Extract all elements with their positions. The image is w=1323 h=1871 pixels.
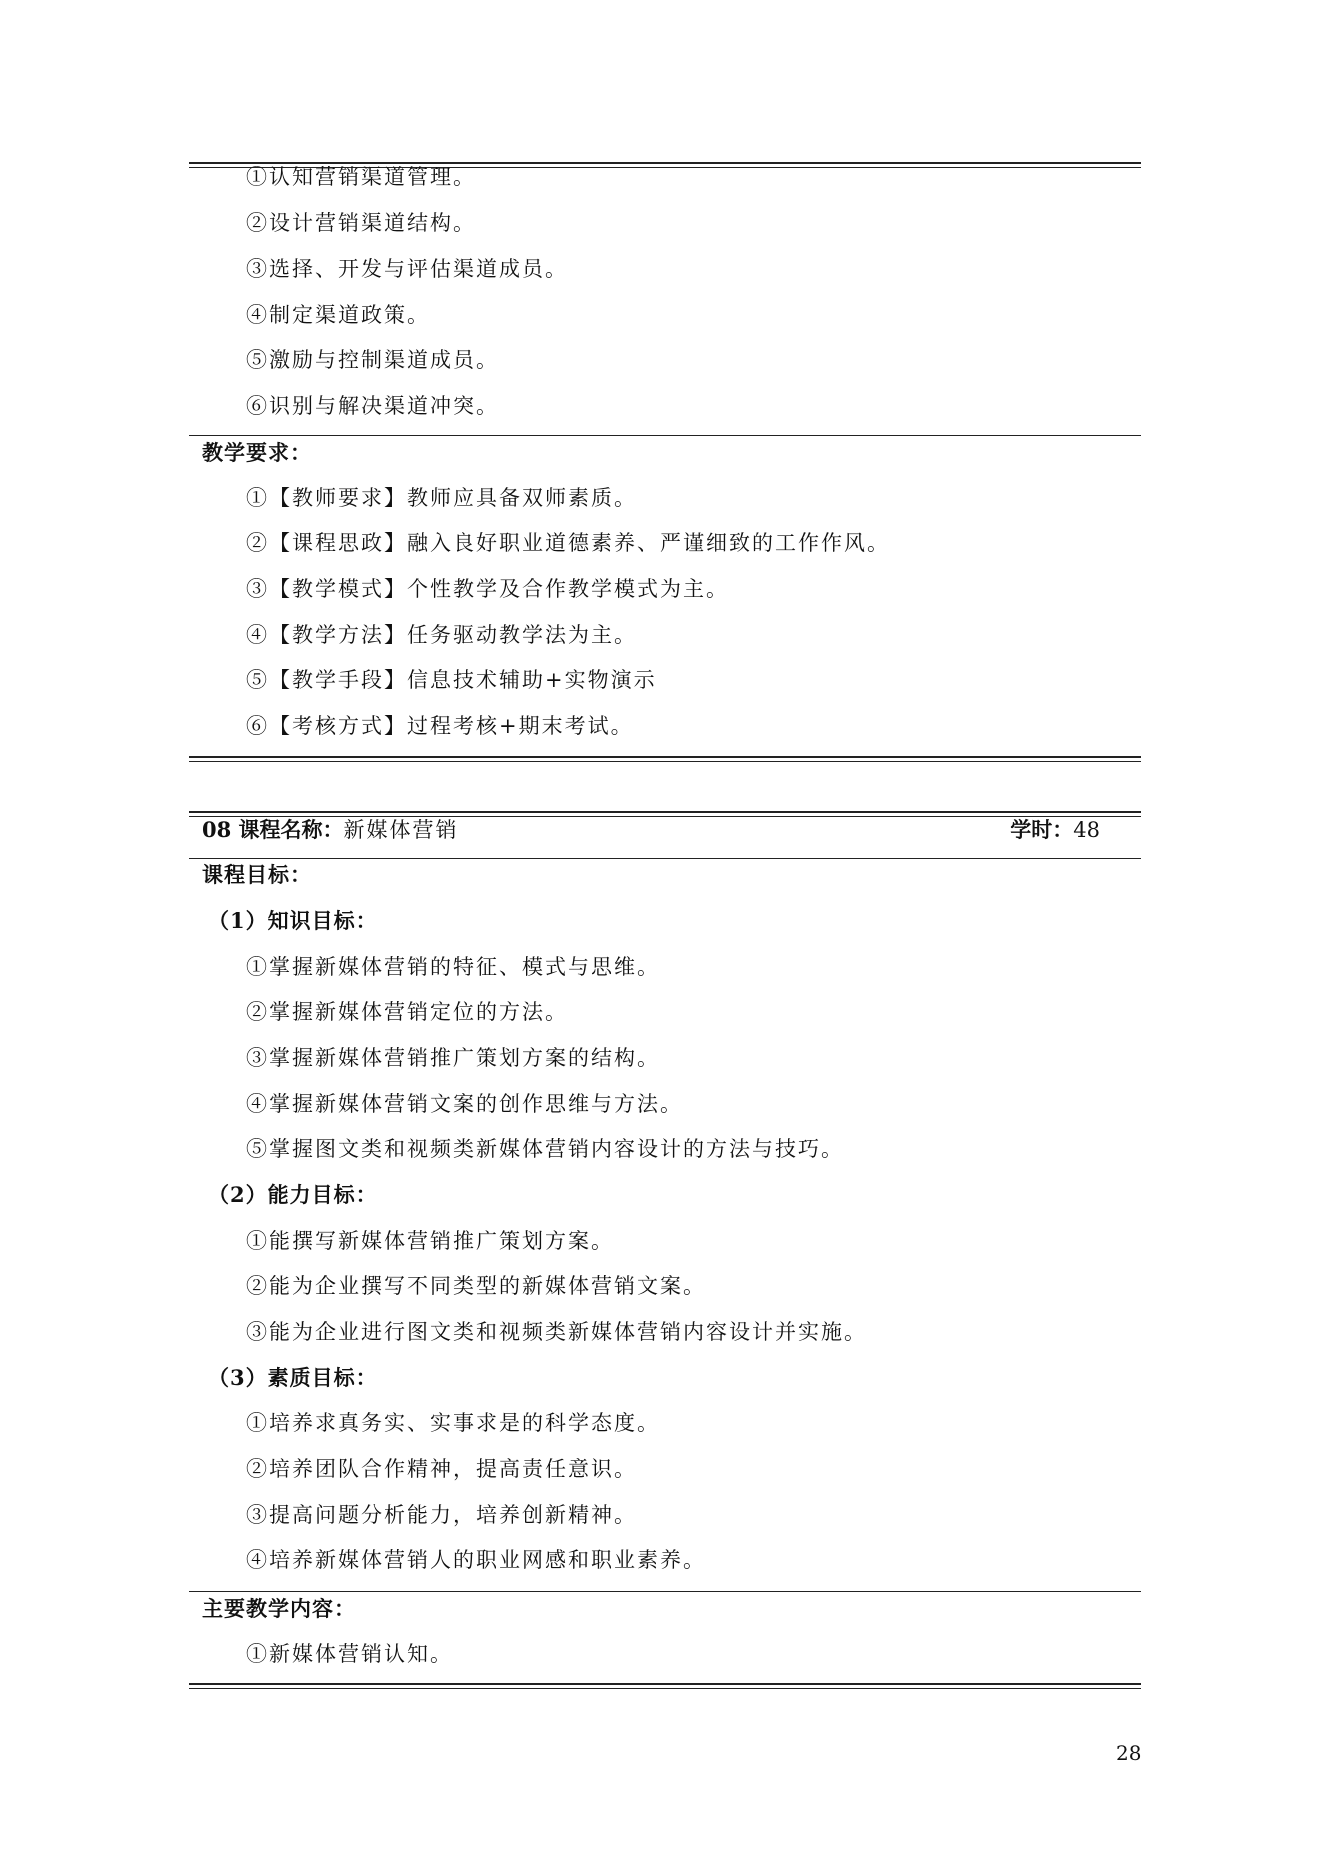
ability-item: ①能撰写新媒体营销推广策划方案。 [246,1229,614,1253]
content-item: ①认知营销渠道管理。 [246,165,476,189]
quality-heading: （3）素质目标： [208,1365,378,1390]
course-hours [1010,817,1100,843]
section-divider [189,1591,1141,1592]
course-title-row [202,817,1102,843]
knowledge-item: ④掌握新媒体营销文案的创作思维与方法。 [246,1092,683,1116]
content-item: ⑥识别与解决渠道冲突。 [246,394,499,418]
knowledge-item: ③掌握新媒体营销推广策划方案的结构。 [246,1046,660,1070]
bottom-rule [189,1683,1141,1689]
content-item: ③选择、开发与评估渠道成员。 [246,257,568,281]
page-number: 28 [1116,1741,1142,1765]
requirement-item: ②【课程思政】融入良好职业道德素养、严谨细致的工作作风。 [246,531,890,555]
quality-item: ②培养团队合作精神，提高责任意识。 [246,1457,637,1481]
knowledge-item: ⑤掌握图文类和视频类新媒体营销内容设计的方法与技巧。 [246,1137,844,1161]
content-item: ②设计营销渠道结构。 [246,211,476,235]
requirement-item: ④【教学方法】任务驱动教学法为主。 [246,623,637,647]
goals-heading: 课程目标： [202,862,312,887]
course-name: 新媒体营销 [343,818,459,842]
ability-item: ③能为企业进行图文类和视频类新媒体营销内容设计并实施。 [246,1320,867,1344]
ability-item: ②能为企业撰写不同类型的新媒体营销文案。 [246,1274,706,1298]
requirements-heading: 教学要求： [202,440,312,465]
section-divider [189,858,1141,859]
content-item: ⑤激励与控制渠道成员。 [246,348,499,372]
requirement-item: ⑥【考核方式】过程考核+期末考试。 [246,714,634,738]
knowledge-heading: （1）知识目标： [208,908,378,933]
quality-item: ①培养求真务实、实事求是的科学态度。 [246,1411,660,1435]
requirement-item: ③【教学模式】个性教学及合作教学模式为主。 [246,577,729,601]
section-divider [189,435,1141,436]
requirement-item: ①【教师要求】教师应具备双师素质。 [246,486,637,510]
quality-item: ④培养新媒体营销人的职业网感和职业素养。 [246,1548,706,1572]
content-heading: 主要教学内容： [202,1596,356,1621]
hours-label: 学时： [1010,817,1074,842]
ability-heading: （2）能力目标： [208,1182,378,1207]
knowledge-item: ①掌握新媒体营销的特征、模式与思维。 [246,955,660,979]
content-item: ④制定渠道政策。 [246,303,430,327]
requirement-item: ⑤【教学手段】信息技术辅助+实物演示 [246,668,657,692]
table-bottom-rule [189,756,1141,762]
quality-item: ③提高问题分析能力，培养创新精神。 [246,1503,637,1527]
content-item: ①新媒体营销认知。 [246,1642,453,1666]
hours-value: 48 [1073,818,1100,842]
course-number-label: 08 课程名称： [202,817,344,842]
knowledge-item: ②掌握新媒体营销定位的方法。 [246,1000,568,1024]
